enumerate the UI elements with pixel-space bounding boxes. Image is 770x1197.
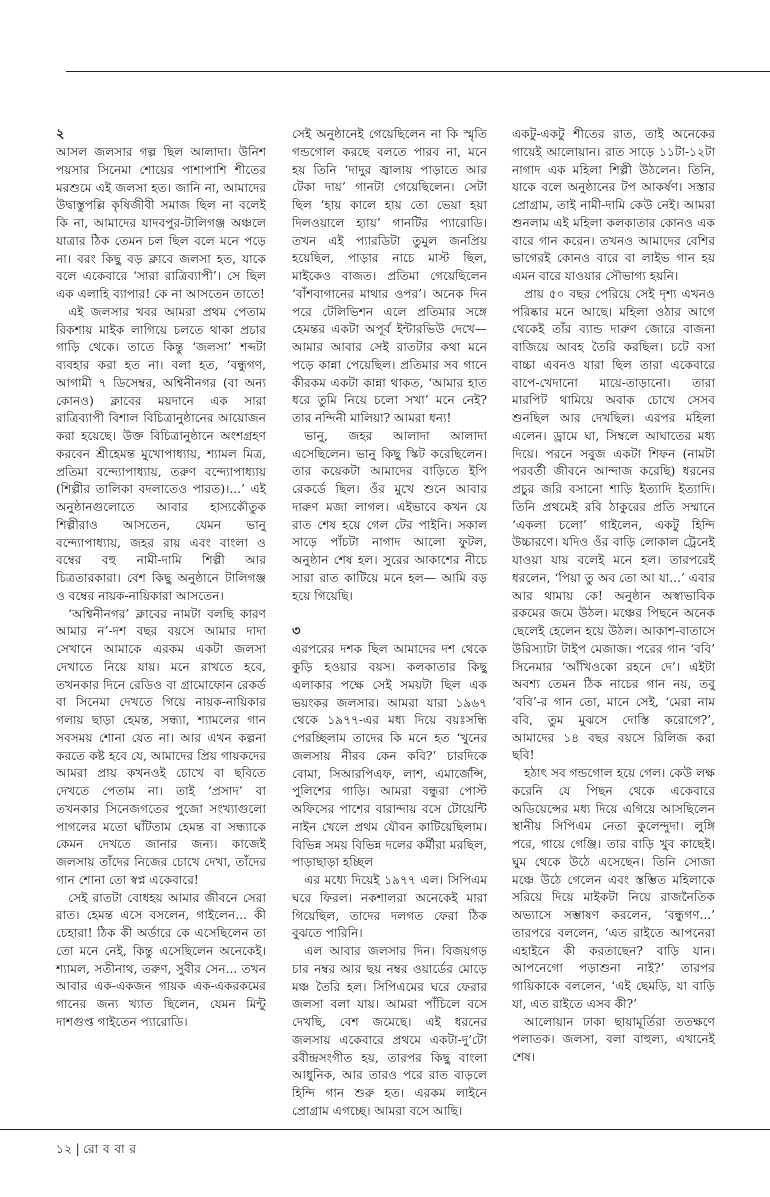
section-number: ৩: [292, 624, 301, 640]
paragraph: ভানু, জহর আলাদা আলাদা এসেছিলেন। ভানু কিছু স্কিট করেছিলেন। তার কয়েকটা আমাদের বাড়িতে ইপি রেকর্ডে ছিল। ওঁর মুখে শুনে আবার দারুণ মজা লাগল। এইভাবে কখন যে রাত শেষ হয়ে গেল টের পাইনি। সকাল সাড়ে পাঁচটা নাগাদ আলো ফুটল, অনুষ্ঠান শেষ হল। সুরের আকাশের নীচে সারা রাত কাটিয়ে মনে হল— আমি বড় হয়ে গিয়েছি।: [292, 428, 487, 603]
paragraph: আসল জলসার গল্প ছিল আলাদা। উনিশ পয়সার সিনেমা শোয়ের পাশাপাশি শীতের মরশুমে এই জলসা হত। জানি না, আমাদের উদ্বাস্তুপল্লি কৃষিজীবী সমাজ ছিল না বলেই কি না, আমাদের যাদবপুর-টালিগঞ্জ অঞ্চলে যাত্রার ঠিক তেমন চল ছিল বলে মনে পড়ে না। বরং কিছু বড় ক্লাবে জলসা হত, যাকে বলে একেবারে ‘সারা রাত্রিব্যাপী’। সে ছিল এক এলাহি ব্যাপার! কে না আসতেন তাতে!: [56, 145, 266, 301]
paragraph: একটু-একটু শীতের রাত, তাই অনেকের গায়েই আলোয়ান। রাত সাড়ে ১১টা-১২টা নাগাদ এক মহিলা শিল্পী উঠলেন। তিনি, যাকে বলে অনুষ্ঠানের টপ আকর্ষণ। সস্তার প্রোগ্রাম, তাই নামী-দামি কেউ নেই। আমরা শুনলাম এই মহিলা কলকাতার কোনও এক বারে গান করেন। তখনও আমাদের বেশির ভাগেরই কোনও বারে বা লাইভ গান হয় এমন বারে যাওয়ার সৌভাগ্য হয়নি।: [512, 127, 715, 283]
paragraph: আলোয়ান ঢাকা ছায়ামূর্তিরা ততক্ষণে পলাতক। জলসা, বলা বাহুল্য, এখানেই শেষ।: [512, 1014, 715, 1064]
magazine-name: রো ব বা র: [83, 1142, 137, 1156]
paragraph: প্রায় ৫০ বছর পেরিয়ে সেই দৃশ্য এখনও পরিষ্কার মনে আছে। মহিলা ওঠার আগে থেকেই তাঁর ব্যান্ড দারুণ জোরে বাজনা বাজিয়ে আবহ তৈরি করছিল। চটে বসা বাচ্চা এবনও যারা ছিল তারা একেবারে বাপে-খেদানো মায়ে-তাড়ানো। তারা মারপিট থামিয়ে অবাক চোখে সেসব শুনছিল আর দেখছিল। এরপর মহিলা এলেন। ড্রামে ঘা, সিম্বলে আঘাতের মধ্য দিয়ে। পরনে সবুজ একটা শিফন (নামটা পরবর্তী জীবনে আন্দাজ করেছি) ধরনের প্রচুর জরি বসানো শাড়ি ইত্যাদি ইত্যাদি। তিনি প্রথমেই রবি ঠাকুরের প্রতি সম্মানে ‘একলা চলো’ গাইলেন, একটু হিন্দি উচ্চারণে। যদিও ওঁর বাড়ি লোকাল ট্রেনেই যাওয়া যায় বলেই মনে হল। তারপরেই ধরলেন, ‘পিয়া তু অব তো আ যা...’ এবার আর থামায় কে! অনুষ্ঠান অস্বাভাবিক রকমের জমে উঠল। মঞ্চের পিছনে অনেক ছেলেই হেলেন হয়ে উঠল। আকাশ-বাতাসে উরিস্যাটা টাইপ মেজাজ। পরের গান ‘ববি’ সিনেমার ‘আঁখিওকো রহনে দে’। এইটা অবশ্য তেমন ঠিক নাচের গান নয়, তবু ‘ববি’-র গান তো, মানে সেই, ‘মেরা নাম ববি, তুম মুঝসে দোস্তি করোগে?’, আমাদের ১৪ বছর বয়সে রিলিজ করা ছবি!: [512, 286, 715, 763]
paragraph: এল আবার জলসার দিন। বিজয়গড় চার নম্বর আর ছয় নম্বর ওয়ার্ডের মোড়ে মঞ্চ তৈরি হল। সিপিএমের ঘরে ফেরার জলসা বলা যায়। আমরা পাঁচিলে বসে দেখছি, বেশ জমেছে। এই ধরনের জলসায় একেবারে প্রথমে একটা-দু’টো রবীন্দ্রসংগীত হয়, তারপর কিছু বাংলা আধুনিক, আর তারও পরে রাত বাড়লে হিন্দি গান শুরু হত। এরকম লাইনে প্রোগ্রাম এগচ্ছে। আমরা বসে আছি।: [292, 944, 487, 1118]
article-column-3: [512, 126, 715, 1067]
footer-separator: |: [75, 1142, 81, 1156]
top-rule: [66, 71, 770, 72]
paragraph: এই জলসার খবর আমরা প্রথম পেতাম রিকশায় মাইক লাগিয়ে চলতে থাকা প্রচার গাড়ি থেকে। তাতে কিন্তু ‘জলসা’ শব্দটা ব্যবহার করা হত না। বলা হত, ‘বন্ধুগণ, আগামী ৭ ডিসেম্বর, অশ্বিনীনগর (বা অন্য কোনও) ক্লাবের ময়দানে এক সারা রাত্রিব্যাপী বিশাল বিচিত্রানুষ্ঠানের আয়োজন করা হয়েছে। উক্ত বিচিত্রানুষ্ঠানে অংশগ্রহণ করবেন শ্রীহেমন্ত মুখোপাধ্যায়, শ্যামল মিত্র, প্রতিমা বন্দ্যোপাধ্যায়, তরুণ বন্দ্যোপাধ্যায় (শিল্পীর তালিকা বদলাতেও পারত)।...’ এই অনুষ্ঠানগুলোতে আবার হাস্যকৌতুক শিল্পীরাও আসতেন, যেমন ভানু বন্দ্যোপাধ্যায়, জহর রায় এবং বাংলা ও বম্বের বহু নামী-দামি শিল্পী আর চিত্রতারকারা। বেশ কিছু অনুষ্ঠানে টালিগঞ্জ ও বম্বের নায়ক-নায়িকারা আসতেন।: [56, 304, 266, 603]
paragraph: ‘অশ্বিনীনগর’ ক্লাবের নামটা বলছি কারণ আমার ন’-দশ বছর বয়সে আমার দাদা সেখানে আমাকে এরকম একটা জলসা দেখাতে নিয়ে যায়। মনে রাখতে হবে, তখনকার দিনে রেডিও বা গ্রামোফোন রেকর্ড বা সিনেমা দেখতে গিয়ে নায়ক-নায়িকার গলায় ছাড়া হেমন্ত, সন্ধ্যা, শ্যামলের গান সবসময় শোনা যেত না। আর এখন কল্পনা করতে কষ্ট হবে যে, আমাদের প্রিয় গায়কদের আমরা প্রায় কখনওই চোখে বা ছবিতে দেখতে পেতাম না। তাই ‘প্রসাদ’ বা তখনকার সিনেজগতের পুজো সংখ্যাগুলো পাগলের মতো ঘাঁটতাম হেমন্ত বা সন্ধ্যাকে কেমন দেখতে জানার জন্য। কাজেই জলসায় তাঁদের নিজের চোখে দেখা, তাঁদের গান শোনা তো স্বপ্ন একেবারে!: [56, 606, 266, 887]
bottom-rule: [0, 1129, 770, 1130]
section-number: ২: [56, 127, 65, 142]
page-number: ১২: [56, 1142, 73, 1156]
page-footer: [56, 1141, 136, 1161]
article-column-1: [56, 126, 266, 1032]
article-column-2: [292, 126, 487, 1121]
paragraph: হঠাৎ সব গন্ডগোল হয়ে গেল। কেউ লক্ষ করেনি যে পিছন থেকে একেবারে অডিয়েন্সের মধ্য দিয়ে এগিয়ে আসছিলেন স্থানীয় সিপিএম নেতা কুলেন্দুদা। লুঙ্গি পরে, গায়ে গেঞ্জি। তার বাড়ি খুব কাছেই। ঘুম থেকে উঠে এসেছেন। তিনি সোজা মঞ্চে উঠে গেলেন এবং স্তম্ভিত মহিলাকে সরিয়ে দিয়ে মাইকটা নিয়ে রাজনৈতিক অভ্যাসে সম্ভাষণ করলেন, ‘বন্ধুগণ...’ তারপরে বললেন, ‘এত রাইতে আপনেরা এহাইনে কী করতাছেন? বাড়ি যান। আপনেগো পড়াশুনা নাই?’ তারপর গায়িকাকে বললেন, ‘এই ছেমড়ি, যা বাড়ি যা, এত রাইতে এসব কী?’: [512, 766, 715, 1011]
paragraph: সেই অনুষ্ঠানেই গেয়েছিলেন না কি স্মৃতি গন্ডগোল করছে বলতে পারব না, মনে হয় তিনি ‘দাদুর জ্বালায় পাড়াতে আর টেকা দায়’ গানটা গেয়েছিলেন। সেটা ছিল ‘হায় কালে হায় তো ভেয়া হয়া দিলওয়ালে হ্যায়’ গানটির প্যারোডি। তখন এই প্যারডিটা তুমুল জনপ্রিয় হয়েছিল, পাড়ার নাচে মাস্ট ছিল, মাইকেও বাজত। প্রতিমা গেয়েছিলেন ‘বাঁশবাগানের মাথার ওপর’। অনেক দিন পরে টেলিভিশন এলে প্রতিমার সঙ্গে হেমন্তর একটা অপূর্ব ইন্টারভিউ দেখে— আমার আবার সেই রাতটার কথা মনে পড়ে কান্না পেয়েছিল। প্রতিমার সব গানে কীরকম একটা কান্না থাকত, ‘আমার হাত ধরে তুমি নিয়ে চলো সখা’ মনে নেই? তার নন্দিনী মালিয়া? আমরা ধন্য!: [292, 127, 487, 425]
paragraph: এরপরের দশক ছিল আমাদের দশ থেকে কুড়ি হওয়ার বয়স। কলকাতার কিছু এলাকার পক্ষে সেই সময়টা ছিল এক ভয়ংকর জলসার। আমরা যারা ১৯৬৭ থেকে ১৯৭৭-এর মধ্য দিয়ে বয়ঃসন্ধি পেরচ্ছিলাম তাদের কি মনে হত ‘খুনের জলসায় নীরব কেন কবি?’ চারদিকে বোমা, সিআরপিএফ, লাশ, এমার্জেন্সি, পুলিশের গাড়ি। আমরা বন্ধুরা পোস্ট অফিসের পাশের বারান্দায় বসে টোয়েন্টি নাইন খেলে প্রথম যৌবন কাটিয়েছিলাম। বিভিন্ন সময় বিভিন্ন দলের কর্মীরা মরছিল, পাড়াছাড়া হচ্ছিল: [292, 642, 487, 870]
section-spacer: [292, 605, 487, 623]
paragraph: এর মধ্যে দিয়েই ১৯৭৭ এল। সিপিএম ঘরে ফিরল। নকশালরা অনেকেই মারা গিয়েছিল, তাদের দলগত ফেরা ঠিক বুঝতে পারিনি।: [292, 873, 487, 941]
paragraph: সেই রাতটা বোধহয় আমার জীবনে সেরা রাত। হেমন্ত এসে বসলেন, গাইলেন... কী চেহারা! ঠিক কী অর্ডারে কে এসেছিলেন তা তো মনে নেই, কিন্তু এসেছিলেন অনেকেই। শ্যামল, সতীনাথ, তরুণ, সুবীর সেন... তখন আবার এক-একজন গায়ক এক-একরকমের গানের জন্য খ্যাত ছিলেন, যেমন মিন্টু দাশগুপ্ত গাইতেন প্যারোডি।: [56, 890, 266, 1029]
